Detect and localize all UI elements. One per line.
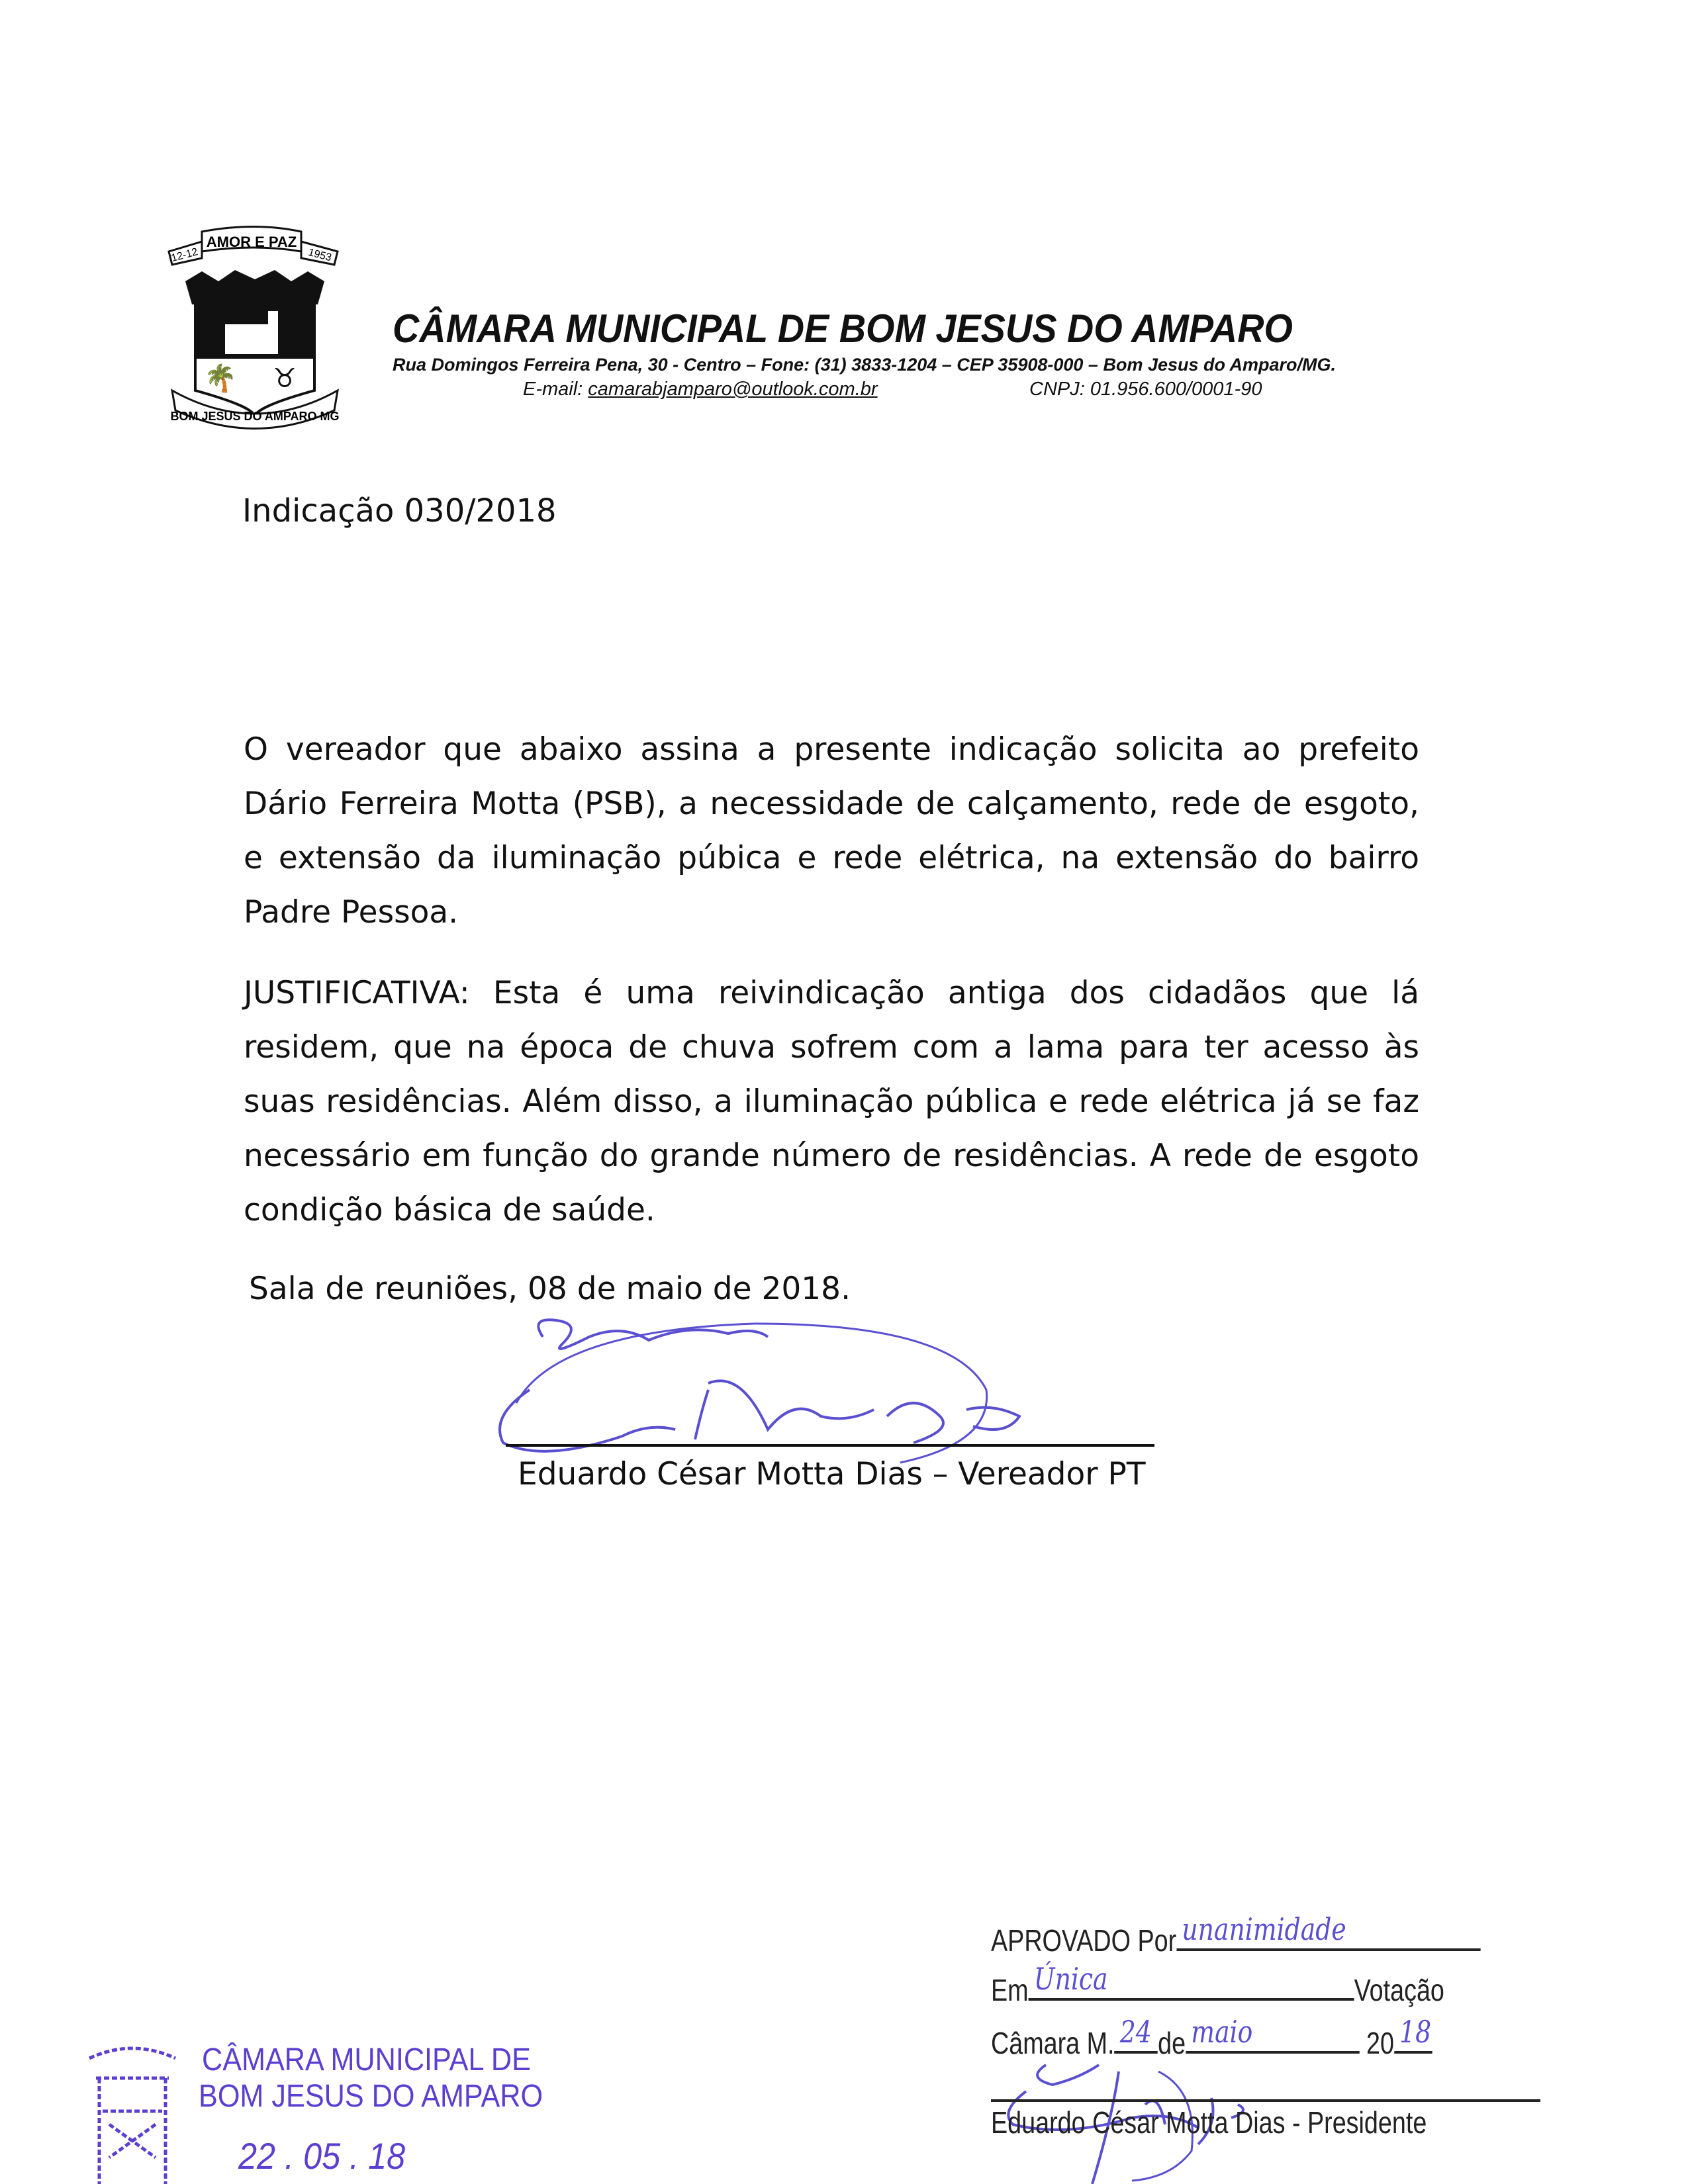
svg-text:🌴: 🌴 [204, 363, 237, 394]
institution-cnpj: CNPJ: 01.956.600/0001-90 [1029, 379, 1262, 400]
stamp-line2: BOM JESUS DO AMPARO [199, 2079, 543, 2114]
institution-title: CÂMARA MUNICIPAL DE BOM JESUS DO AMPARO [393, 306, 1293, 351]
body-paragraph-request: O vereador que abaixo assina a presente indicação solicita ao prefeito Dário Ferreira Motta (PSB), a necessidade de calçamento, rede de esgoto, e extensão da iluminação púbica e rede elétrica, na extensão do bairro Padre Pessoa. [244, 731, 1419, 931]
year-prefix: 20 [1366, 2026, 1394, 2060]
email-label: E-mail: [523, 379, 588, 400]
body-paragraph-justification: JUSTIFICATIVA: Esta é uma reivindicação antiga dos cidadãos que lá residem, que na época de chuva sofrem com a lama para ter acesso às suas residências. Além disso, a iluminação pública e rede elétrica já se faz necessário em função do grande número de residências. A rede de esgoto condição básica de saúde. [244, 975, 1419, 1228]
vote-label: Votação [1354, 1973, 1444, 2007]
approval-vote-row [991, 1961, 1444, 2008]
stamp-date: 22 . 05 . 18 [238, 2135, 406, 2177]
chamber-label: Câmara M. [991, 2026, 1115, 2060]
svg-text:♉: ♉ [273, 363, 297, 394]
document-reference: Indicação 030/2018 [242, 492, 557, 529]
institution-address: Rua Domingos Ferreira Pena, 30 - Centro – Fone: (31) 3833-1204 – CEP 35908-000 – Bom Jesus do Amparo/MG. [393, 355, 1336, 375]
month-value: maio [1191, 2014, 1253, 2050]
institution-email [523, 379, 878, 400]
svg-text:12-12: 12-12 [169, 246, 199, 265]
president-name: Eduardo César Motta Dias - Presidente [991, 2105, 1427, 2140]
signature-line [506, 1444, 1154, 1447]
de-label: de [1158, 2026, 1186, 2060]
place-date: Sala de reuniões, 08 de maio de 2018. [249, 1271, 851, 1307]
in-label: Em [991, 1973, 1029, 2007]
svg-text:1953: 1953 [306, 246, 333, 264]
stamp-line1: CÂMARA MUNICIPAL DE [202, 2042, 531, 2077]
approved-by-value: unanimidade [1182, 1911, 1346, 1947]
signer-name: Eduardo César Motta Dias – Vereador PT [518, 1456, 1146, 1492]
president-signature-line [991, 2099, 1540, 2102]
vote-type-value: Única [1033, 1961, 1108, 1997]
year-value: 18 [1399, 2014, 1432, 2050]
approved-by-label: APROVADO Por [991, 1923, 1177, 1958]
stamp-coat-of-arms [83, 2038, 182, 2184]
svg-text:AMOR E PAZ: AMOR E PAZ [206, 234, 297, 250]
svg-text:BOM JESUS DO AMPARO MG: BOM JESUS DO AMPARO MG [170, 410, 340, 423]
coat-of-arms-logo [162, 225, 348, 430]
approval-by-row [991, 1911, 1480, 1958]
email-link[interactable]: camarabjamparo@outlook.com.br [588, 379, 878, 400]
day-value: 24 [1119, 2014, 1152, 2050]
